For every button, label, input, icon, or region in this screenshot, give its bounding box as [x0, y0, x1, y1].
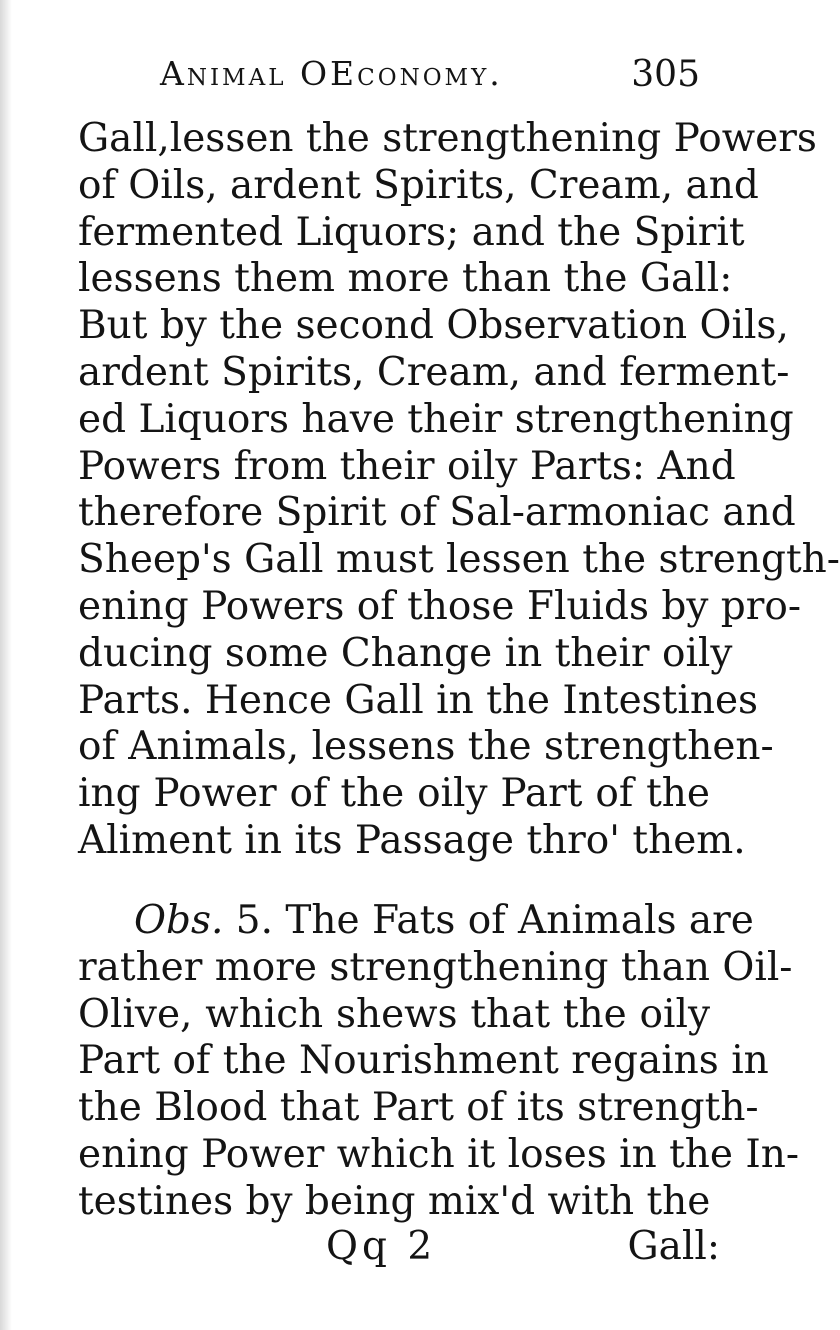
text-line: lessens them more than the Gall:	[78, 256, 733, 302]
page-header	[160, 54, 710, 104]
text-line: testines by being mix'd with the	[78, 1178, 711, 1224]
text-line: But by the second Observation Oils,	[78, 303, 789, 349]
text-line: Part of the Nourishment regains in	[78, 1038, 769, 1084]
text-line-first	[78, 898, 754, 945]
observation-text: 5. The Fats of Animals are	[235, 898, 754, 943]
page-edge-shadow	[0, 0, 12, 1330]
text-line: ening Power which it loses in the In-	[78, 1131, 800, 1177]
text-line: rather more strengthening than Oil-	[78, 944, 793, 990]
text-line: the Blood that Part of its strength-	[78, 1085, 759, 1131]
text-line: Gall,lessen the strengthening Powers	[78, 116, 817, 161]
paragraph-1	[78, 116, 840, 865]
catchword: Gall:	[627, 1224, 720, 1269]
paragraph-2	[78, 898, 800, 1226]
page-number: 305	[631, 54, 700, 95]
running-head: Animal OEconomy.	[160, 54, 503, 93]
signature-mark: Qq 2	[326, 1224, 437, 1269]
text-line: ening Powers of those Fluids by pro-	[78, 583, 802, 629]
text-line: therefore Spirit of Sal-armoniac and	[78, 490, 796, 536]
text-line: Olive, which shews that the oily	[78, 991, 710, 1037]
text-line: Powers from their oily Parts: And	[78, 443, 736, 489]
text-line: ardent Spirits, Cream, and ferment-	[78, 349, 790, 395]
text-line: ducing some Change in their oily	[78, 630, 733, 676]
text-line: fermented Liquors; and the Spirit	[78, 209, 745, 255]
observation-label: Obs.	[134, 898, 224, 943]
text-line: ed Liquors have their strengthening	[78, 396, 794, 442]
page-footer	[320, 1224, 720, 1274]
text-line: of Oils, ardent Spirits, Cream, and	[78, 162, 759, 208]
text-line: Aliment in its Passage thro' them.	[78, 817, 746, 863]
text-line: ing Power of the oily Part of the	[78, 771, 710, 817]
text-line: of Animals, lessens the strengthen-	[78, 724, 774, 770]
text-line: Parts. Hence Gall in the Intestines	[78, 677, 759, 723]
text-line: Sheep's Gall must lessen the strength-	[78, 537, 840, 583]
